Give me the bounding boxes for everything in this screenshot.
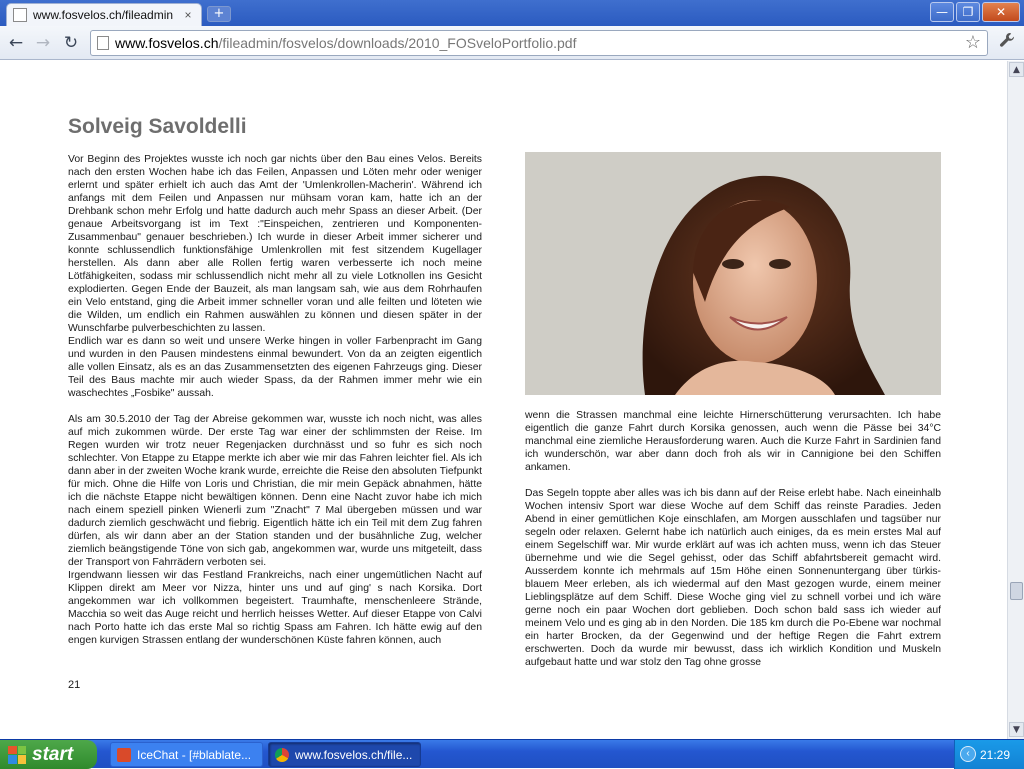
back-button[interactable]: ← — [8, 33, 24, 53]
browser-toolbar — [0, 26, 1024, 60]
new-tab-button[interactable]: + — [207, 6, 231, 22]
taskbar-item-label: www.fosvelos.ch/file... — [295, 747, 413, 762]
show-hidden-icons-button[interactable]: ‹ — [960, 746, 976, 762]
paragraph: Das Segeln toppte aber alles was ich bis dann auf der Reise erlebt habe. Nach eineinhalb Wochen intensiv Sport war diese Woche auf dem Schiff das reinste Paradies. Jeden Abend in einer gemütlichen Koje einschlafen, am Morgen ausschlafen und tagsüber nur segeln oder relaxen. Gelernt habe ich natürlich auch einiges, da es mein erstes Mal auf einem Segelschiff war. Mir wurde erklärt auf was ich achten muss, wenn ich das Steuer übernehme und wie die Segel gehisst, oder das Schiff abfahrtsbereit gemacht wird. Ausserdem konnte ich mehrmals auf 15m Höhe einen Sonnenuntergang über türkis-blauem Meer erleben, als ich wiedermal auf den Mast gezogen wurde, einem meiner Lieblingsplätze auf dem Schiff. Diese Woche ging viel zu schnell vorbei und ich wäre gerne noch ein paar Wochen dort geblieben. Doch schon bald sass ich wieder auf meinem Velo und es ging ab in den Norden. Die 185 km durch die Po-Ebene war nochmal ein harter Brocken, da der Gegenwind und der heftige Regen die Fahrt extrem erschwerten. Doch da wurde mir bewusst, dass ich wirklich Kondition und Muskeln aufgebaut hatte und war stolz den Tag ohne grosse — [525, 488, 941, 668]
tab-close-icon[interactable]: × — [184, 8, 192, 22]
paragraph: wenn die Strassen manchmal eine leichte Hirnerschütterung verursachten. Ich habe eigentlich die ganze Fahrt durch Korsika genossen, auch wenn die Pässe bei 34°C manchmal eine ziemliche Herausforderung waren. Auch die Kurze Fahrt in Sardinien fand ich wunderschön, war aber dann doch froh als wir in Cannigione bei den Schiffen ankamen. — [525, 410, 941, 473]
start-label: start — [32, 743, 74, 765]
scroll-down-button[interactable]: ▼ — [1009, 722, 1024, 737]
taskbar — [0, 739, 1024, 768]
chrome-icon — [275, 748, 289, 762]
window-controls — [930, 2, 1020, 22]
url-host: www.fosvelos.ch — [115, 35, 219, 51]
scroll-thumb[interactable] — [1010, 582, 1023, 600]
left-text-column — [68, 153, 482, 668]
vertical-scrollbar[interactable] — [1007, 61, 1024, 739]
taskbar-item-label: IceChat - [#blablate... — [137, 747, 252, 762]
icechat-icon — [117, 748, 131, 762]
portrait-photo — [525, 152, 941, 395]
paragraph: Irgendwann liessen wir das Festland Frankreichs, nach einer ungemütlichen Nacht auf Klippen direkt am Meer vor Nizza, hinter uns und auf ging' s nach Korsika. Dort angekommen war ich vollkommen begeistert. Traumhafte, menschenleere Strände, Macchia so weit das Auge reicht und herrlich heisses Wetter. Auf dieser Etappe von Calvi nach Porto hatte ich das erste Mal so richtig Spass am Fahren. Ich hätte ewig auf den engen kurvigen Strassen entlang der wunderschönen Küste fahren können, auch — [68, 570, 482, 646]
paragraph: Vor Beginn des Projektes wusste ich noch gar nichts über den Bau eines Velos. Bereits nach den ersten Wochen habe ich das Feilen, Anpassen und Löten mehr oder weniger erlernt und später erhielt ich auch das Amt der 'Umlenkrollen-Macherin'. Während ich anfangs mit dem Feilen und Anpassen nur mühsam voran kam, hatte ich an der Drehbank schon mehr Erfolg und hatte dadurch auch mehr Spass an dieser Arbeit. (Der genaue Arbeitsvorgang ist im Text :"Einspeichen, zentrieren und Komponenten-Zusammenbau" genauer beschrieben.) Ich wurde in dieser Arbeit immer sicherer und konnte schlussendlich funktionsfähige Umlenkrollen mit fest sitzendem Kugellager herstellen. Als dann aber alle Rollen fertig waren verbesserte ich noch meine Lötfähigkeiten, sodass mir schlussendlich nicht mehr all zu viele Lotknollen ins Gesicht explodierten. Gegen Ende der Bauzeit, als man langsam sah, wie aus dem Rohrhaufen ein Velo entstand, ging die Arbeit immer schneller voran und alle feilten und löteten wie die Wilden, um endlich ein Rahmen auswählen zu können und diesen später in der Wunschfarbe pulverbeschichten zu lassen. — [68, 154, 482, 334]
page-favicon-icon — [13, 8, 27, 22]
page-number: 21 — [68, 679, 81, 691]
paragraph: Als am 30.5.2010 der Tag der Abreise gekommen war, wusste ich noch nicht, was alles auf mich zukommen würde. Der erste Tag war einer der schlimmsten der Reise. Im Regen wurden wir trotz neuer Regenjacken durchnässt und so fuhr es sich noch schlechter. Von Etappe zu Etappe merkte ich aber wie mir das Fahren leichter fiel. Als ich dann aber in der zweiten Woche krank wurde, erreichte die Reise den absoluten Tiefpunkt für mich. Ohne die Hilfe von Loris und Christian, die mir mein Gepäck abnahmen, hätte ich die nächste Etappe nicht bewältigen können. Denn eine Nacht zuvor habe ich mich nach einem speziell pinken Wienerli zum "Znacht" 7 Mal übergeben müssen und war dadurch ziemlich geschwächt und fiebrig. Eigentlich hätte ich ein Teil mit dem Zug fahren dürfen, als wir dann aber an der Station standen und der busähnliche Zug, welcher ziemlich beängstigende Töne von sich gab, angekommen war, wurde uns mitgeteilt, dass der Transport von Fahrrädern verboten sei. — [68, 414, 482, 568]
browser-tab[interactable] — [6, 3, 202, 26]
bookmark-star-icon[interactable]: ☆ — [964, 32, 981, 52]
wrench-menu-icon[interactable] — [996, 32, 1018, 54]
close-window-button[interactable]: ✕ — [982, 2, 1020, 22]
reload-button[interactable]: ↻ — [63, 33, 79, 53]
page-title: Solveig Savoldelli — [68, 115, 247, 138]
taskbar-item-icechat[interactable] — [110, 742, 263, 767]
minimize-button[interactable]: — — [930, 2, 954, 22]
windows-logo-icon — [8, 746, 26, 764]
page-icon — [97, 36, 109, 50]
tab-title: www.fosvelos.ch/fileadmin — [33, 8, 174, 22]
taskbar-item-chrome[interactable] — [268, 742, 421, 767]
address-bar[interactable] — [90, 30, 988, 56]
paragraph: Endlich war es dann so weit und unsere Werke hingen in voller Farbenpracht im Gang und wurden in den Pausen mindestens einmal bewundert. Von da an zeigten eigentlich alle vollen Einsatz, als es an das Zusammensetzten des eigenen Fahrzeugs ging. Dieser Teil des Baus machte mir auch wieder Spass, da der Rahmen immer mehr wie ein waschechtes „Fosbike" aussah. — [68, 336, 482, 399]
maximize-button[interactable]: ❐ — [956, 2, 980, 22]
tab-strip — [0, 0, 1024, 26]
forward-button[interactable]: → — [35, 33, 51, 53]
clock: 21:29 — [979, 747, 1010, 762]
url-path: /fileadmin/fosvelos/downloads/2010_FOSveloPortfolio.pdf — [218, 35, 577, 51]
system-tray — [954, 740, 1024, 769]
pdf-viewport[interactable] — [0, 61, 1007, 739]
start-button[interactable] — [0, 740, 97, 769]
right-text-column — [525, 409, 941, 671]
scroll-up-button[interactable]: ▲ — [1009, 62, 1024, 77]
